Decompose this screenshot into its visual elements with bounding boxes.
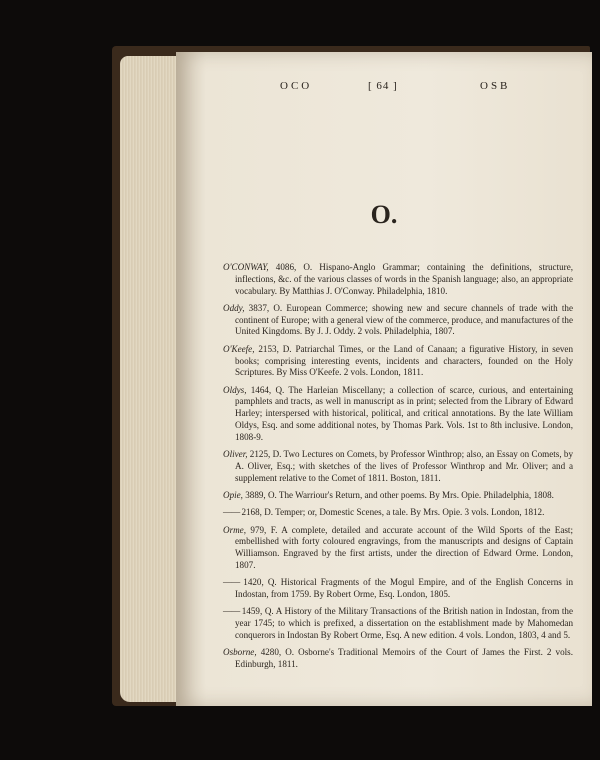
running-head-right: OSB [480, 80, 511, 92]
entry-author: Opie, [223, 490, 243, 501]
entry-text: 3889, O. The Warriour's Return, and other poems. By Mrs. Opie. Philadelphia, 1808. [242, 490, 554, 501]
entry-text: 3837, O. European Commerce; showing new and secure channels of trade with the continent of Europe; with a general view of the commerce, produce, and manufactures of the United Kingdoms. By J. J. Oddy. 2 vols. Philadelphia, 1807. [235, 302, 573, 337]
page-number: [ 64 ] [368, 80, 398, 92]
catalogue-entry [223, 449, 573, 484]
catalogue-entry [223, 385, 573, 444]
section-letter: O. [370, 200, 398, 229]
book-page [176, 52, 592, 706]
entry-author: Orme, [223, 524, 246, 535]
entry-author: O'Keefe, [223, 343, 255, 354]
entry-text: 2125, D. Two Lectures on Comets, by Professor Winthrop; also, an Essay on Comets, by A. Oliver, Esq.; with sketches of the lives of Professor Winthrop and Mr. Oliver; and a supplement relative to the Comet of 1811. Boston, 1811. [235, 449, 573, 483]
entry-ditto-dash: —— [223, 577, 240, 588]
entry-author: Oddy, [223, 302, 245, 313]
entry-text: 4086, O. Hispano-Anglo Grammar; containing the definitions, structure, inflections, &c. of the various classes of words in the Spanish language; also, an appropriate vocabulary. By Matthias J. O'Conway. Philadelphia, 1810. [235, 262, 573, 296]
catalogue-entry [223, 577, 573, 601]
catalogue-entry [223, 303, 573, 338]
page-edges [120, 56, 180, 702]
catalogue-entry [223, 606, 573, 641]
catalogue-entry [223, 490, 573, 502]
entry-text: 979, F. A complete, detailed and accurate account of the Wild Sports of the East; embellished with forty coloured engravings, from the manuscripts and designs of Captain Williamson. Engraved by the first artists, under the direction of Edward Orme. London, 1807. [235, 524, 573, 571]
entry-text: 1459, Q. A History of the Military Transactions of the British nation in Indostan, from the year 1745; to which is prefixed, a dissertation on the establishment made by Mahomedan conquerors in Indostan By Robert Orme, Esq. A new edition. 4 vols. London, 1803, 4 and 5. [235, 606, 573, 641]
catalogue-entries [223, 262, 573, 676]
entry-text: 4280, O. Osborne's Traditional Memoirs of the Court of James the First. 2 vols. Edinburgh, 1811. [235, 647, 573, 670]
catalogue-entry [223, 525, 573, 572]
entry-author: Oldys, [223, 384, 247, 395]
catalogue-entry [223, 262, 573, 297]
entry-ditto-dash: —— [223, 606, 240, 617]
catalogue-entry [223, 647, 573, 671]
entry-author: O'CONWAY, [223, 262, 269, 272]
entry-text: 2168, D. Temper; or, Domestic Scenes, a tale. By Mrs. Opie. 3 vols. London, 1812. [239, 507, 545, 518]
entry-ditto-dash: —— [223, 507, 240, 518]
entry-author: Oliver, [223, 449, 248, 460]
entry-text: 1464, Q. The Harleian Miscellany; a collection of scarce, curious, and entertaining pamphlets and tracts, as well in manuscript as in print; selected from the Library of Edward Harley; interspersed with historical, political, and critical annotations. By the late William Oldys, Esq. and some additional notes, by Thomas Park. Vols. 1st to 8th inclusive. London, 1808-9. [235, 384, 573, 442]
running-head-left: OCO [280, 80, 313, 92]
entry-author: Osborne, [223, 647, 257, 658]
entry-text: 2153, D. Patriarchal Times, or the Land of Canaan; a figurative History, in seven books; comprising interesting events, incidents and characters, founded on the Holy Scriptures. By Miss O'Keefe. 2 vols. London, 1811. [235, 343, 573, 378]
catalogue-entry [223, 507, 573, 519]
entry-text: 1420, Q. Historical Fragments of the Mogul Empire, and of the English Concerns in Indostan, from 1759. By Robert Orme, Esq. London, 1805. [235, 577, 573, 600]
catalogue-entry [223, 344, 573, 379]
running-head [176, 80, 592, 96]
